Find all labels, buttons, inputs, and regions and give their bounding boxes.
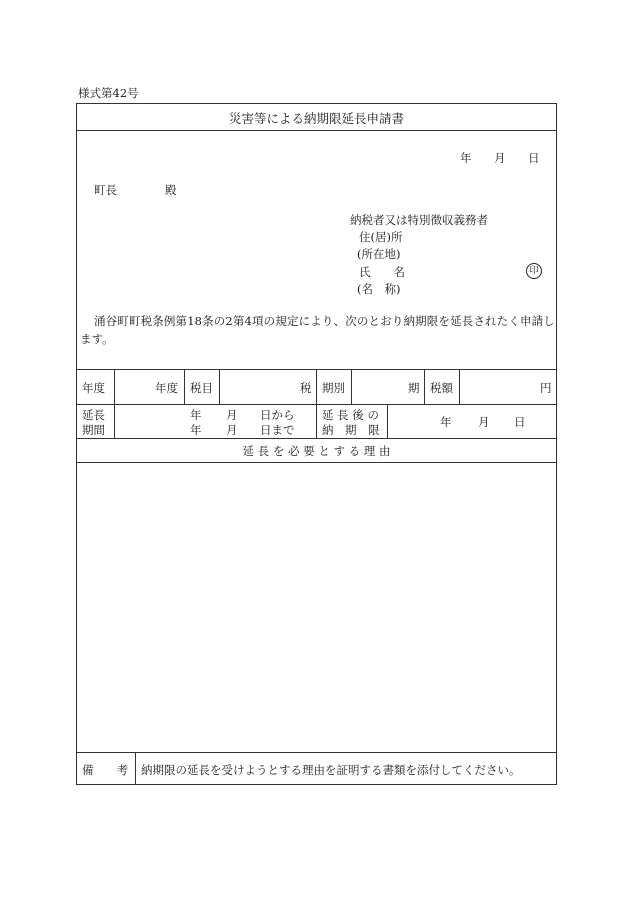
request-text-line2: ます。 xyxy=(80,332,114,346)
applicant-name-label: 氏 名 xyxy=(359,265,405,279)
fiscal-year-label: 年度 xyxy=(82,381,105,395)
addressee-honorific: 殿 xyxy=(165,183,177,197)
remarks-text: 納期限の延長を受けようとする理由を証明する書類を添付してください。 xyxy=(141,763,521,777)
applicant-corp-name-label: (名 称) xyxy=(357,282,401,296)
fiscal-year-unit: 年度 xyxy=(155,381,178,395)
extension-to-year: 年 xyxy=(190,423,202,437)
new-deadline-label-line1: 延 長 後 の xyxy=(322,408,379,422)
amount-unit: 円 xyxy=(540,381,552,395)
form-number: 様式第42号 xyxy=(78,86,139,100)
period-unit: 期 xyxy=(408,381,420,395)
reason-area[interactable] xyxy=(77,463,556,752)
addressee-title: 町長 xyxy=(94,183,117,197)
extension-from-month: 月 xyxy=(226,408,238,422)
remarks-label: 備 考 xyxy=(82,763,128,777)
new-deadline-month: 月 xyxy=(478,415,490,429)
new-deadline-label-line2: 納 期 限 xyxy=(322,423,380,437)
applicant-location-label: (所在地) xyxy=(357,247,401,261)
extension-from-day: 日から xyxy=(260,408,295,422)
reason-heading: 延 長 を 必 要 と す る 理 由 xyxy=(242,444,391,458)
amount-label: 税額 xyxy=(430,381,453,395)
tax-item-label: 税目 xyxy=(190,381,213,395)
tax-item-unit: 税 xyxy=(300,381,312,395)
date-day-label: 日 xyxy=(528,151,540,165)
request-text-line1: 涌谷町町税条例第18条の2第4項の規定により、次のとおり納期限を延長されたく申請し xyxy=(94,314,555,328)
date-month-label: 月 xyxy=(494,151,506,165)
seal-mark: 印 xyxy=(526,263,542,279)
extension-from-year: 年 xyxy=(190,408,202,422)
extension-label-line2: 期間 xyxy=(82,423,105,437)
extension-to-day: 日まで xyxy=(260,423,295,437)
period-label: 期別 xyxy=(322,381,345,395)
extension-to-month: 月 xyxy=(226,423,238,437)
applicant-heading: 納税者又は特別徴収義務者 xyxy=(350,213,488,227)
applicant-address-label: 住(居)所 xyxy=(359,230,403,244)
date-year-label: 年 xyxy=(460,151,472,165)
extension-label-line1: 延長 xyxy=(82,408,105,422)
new-deadline-year: 年 xyxy=(440,415,452,429)
form-title: 災害等による納期限延長申請書 xyxy=(228,111,404,126)
new-deadline-day: 日 xyxy=(514,415,526,429)
